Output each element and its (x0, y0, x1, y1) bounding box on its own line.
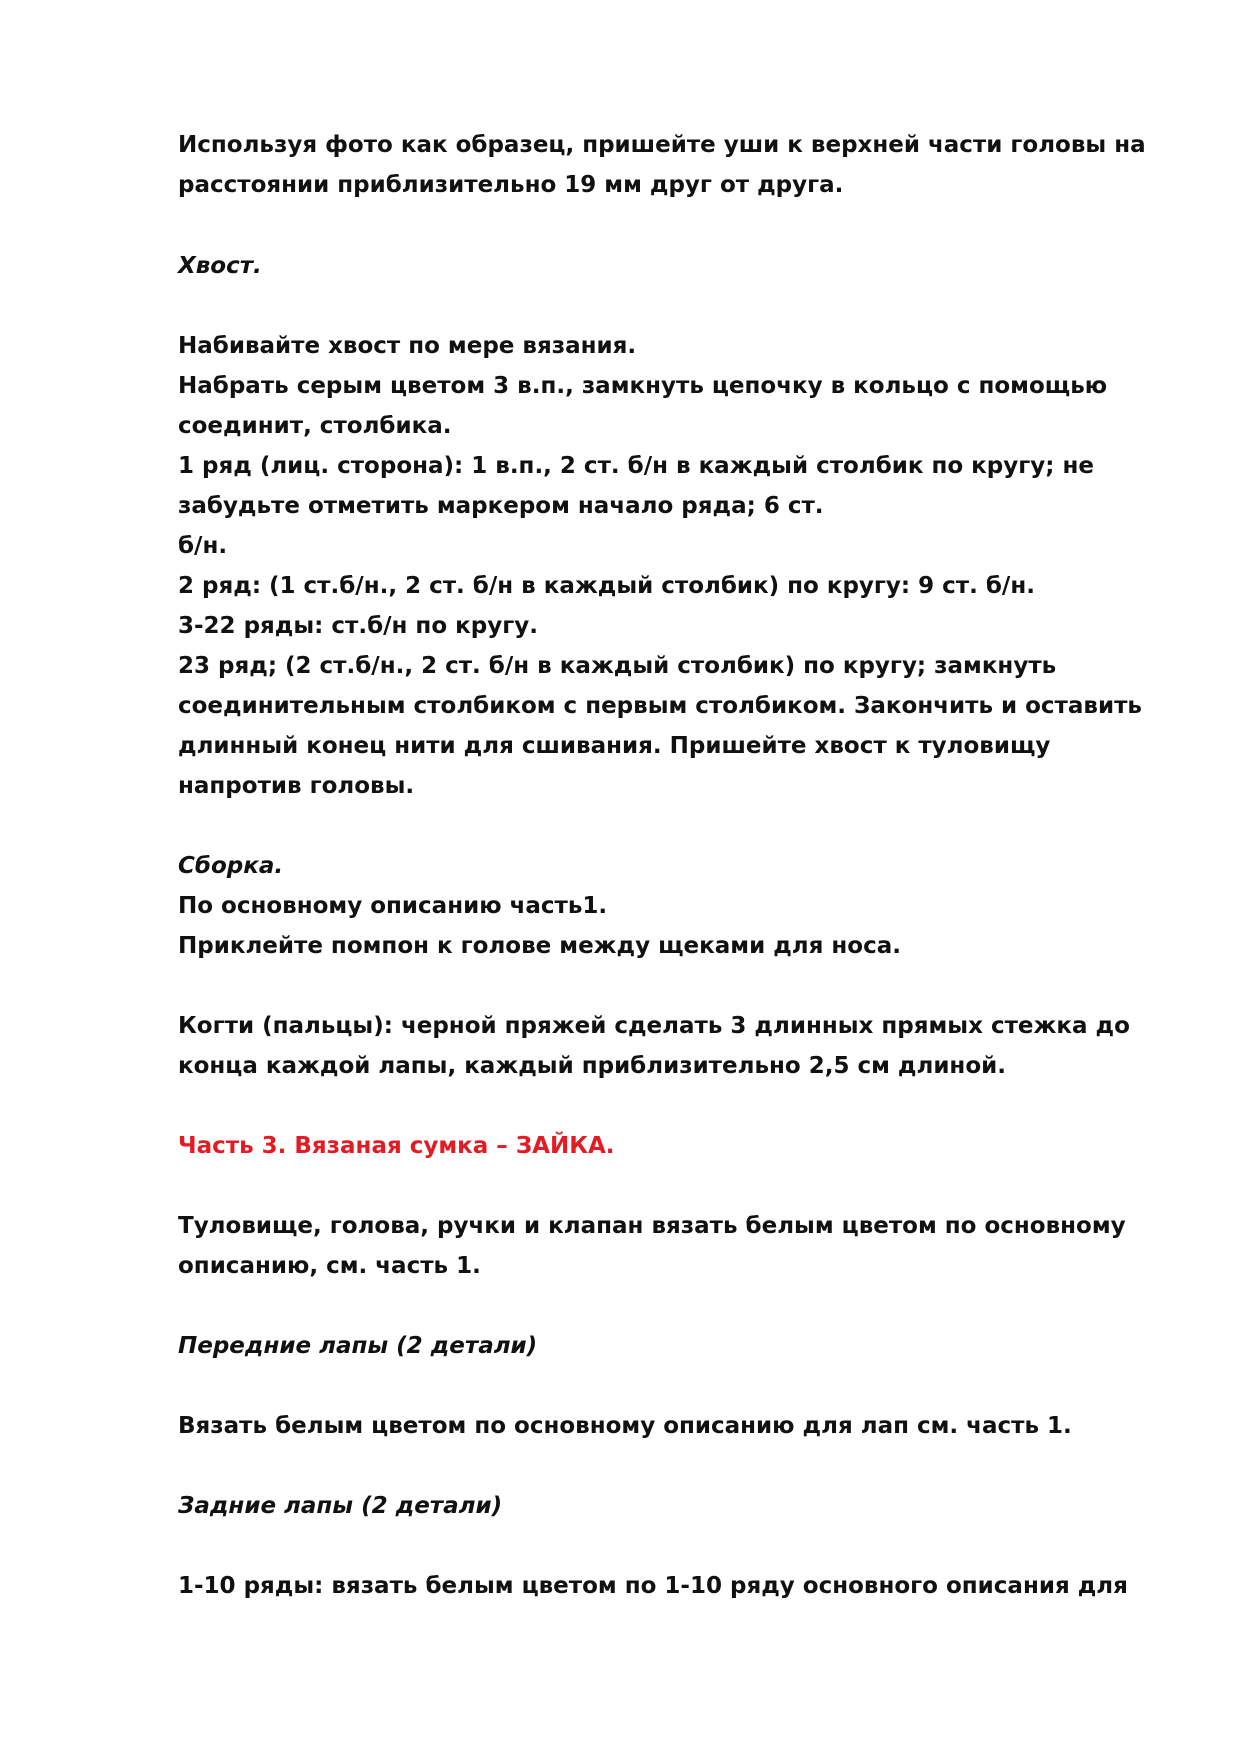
tail-text-line-6: б/н. (178, 533, 228, 559)
tail-text-line-4: 1 ряд (лиц. сторона): 1 в.п., 2 ст. б/н в каждый столбик по кругу; не (178, 453, 1094, 479)
assembly-text-line-2: Приклейте помпон к голове между щеками для носа. (178, 933, 901, 959)
part-3-heading: Часть 3. Вязаная сумка – ЗАЙКА. (178, 1133, 615, 1159)
tail-text-line-1: Набивайте хвост по мере вязания. (178, 333, 637, 359)
front-paws-text: Вязать белым цветом по основному описанию для лап см. часть 1. (178, 1413, 1072, 1439)
front-paws-heading: Передние лапы (2 детали) (178, 1333, 538, 1359)
claws-text-line-2: конца каждой лапы, каждый приблизительно 2,5 см длиной. (178, 1053, 1006, 1079)
tail-text-line-9: 23 ряд; (2 ст.б/н., 2 ст. б/н в каждый столбик) по кругу; замкнуть (178, 653, 1057, 679)
tail-text-line-3: соединит, столбика. (178, 413, 452, 439)
bunny-body-text-line-2: описанию, см. часть 1. (178, 1253, 481, 1279)
tail-heading: Хвост. (178, 253, 262, 279)
claws-text-line-1: Когти (пальцы): черной пряжей сделать 3 длинных прямых стежка до (178, 1013, 1130, 1039)
assembly-text-line-1: По основному описанию часть1. (178, 893, 608, 919)
tail-text-line-5: забудьте отметить маркером начало ряда; 6 ст. (178, 493, 824, 519)
bunny-body-text-line-1: Туловище, голова, ручки и клапан вязать белым цветом по основному (178, 1213, 1126, 1239)
tail-text-line-8: 3-22 ряды: ст.б/н по кругу. (178, 613, 538, 639)
ears-instruction-line-1: Используя фото как образец, пришейте уши к верхней части головы на (178, 132, 1146, 158)
hind-paws-heading: Задние лапы (2 детали) (178, 1493, 503, 1519)
assembly-heading: Сборка. (178, 853, 284, 879)
tail-text-line-10: соединительным столбиком с первым столбиком. Закончить и оставить (178, 693, 1142, 719)
tail-text-line-2: Набрать серым цветом 3 в.п., замкнуть цепочку в кольцо с помощью (178, 373, 1108, 399)
ears-instruction-line-2: расстоянии приблизительно 19 мм друг от друга. (178, 172, 844, 198)
tail-text-line-7: 2 ряд: (1 ст.б/н., 2 ст. б/н в каждый столбик) по кругу: 9 ст. б/н. (178, 573, 1035, 599)
tail-text-line-12: напротив головы. (178, 773, 415, 799)
hind-paws-text-line-1: 1-10 ряды: вязать белым цветом по 1-10 ряду основного описания для (178, 1573, 1128, 1599)
tail-text-line-11: длинный конец нити для сшивания. Пришейте хвост к туловищу (178, 733, 1051, 759)
